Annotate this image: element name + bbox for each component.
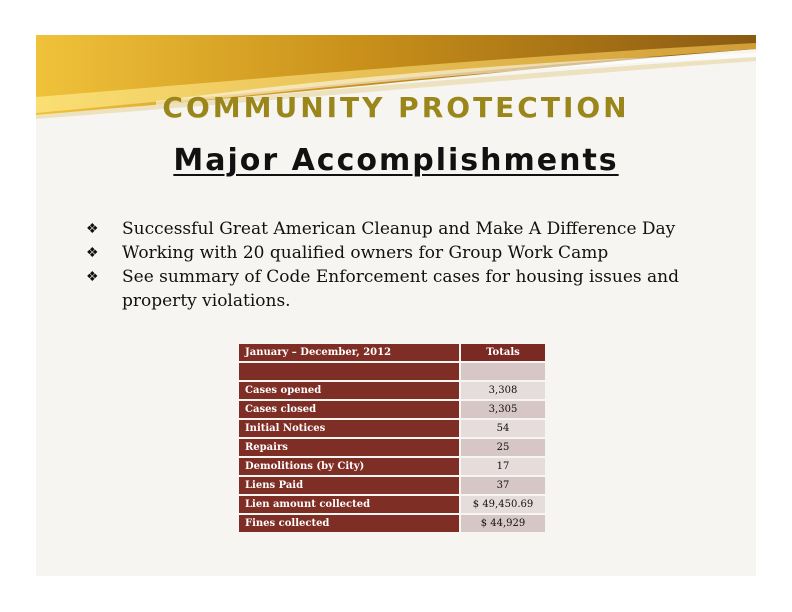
row-label: Lien amount collected [239,496,461,513]
table-header-period: January – December, 2012 [239,344,461,361]
row-value: 25 [461,439,545,456]
row-value: 3,305 [461,401,545,418]
row-value: $ 49,450.69 [461,496,545,513]
row-label: Demolitions (by City) [239,458,461,475]
bullet-text: Working with 20 qualified owners for Group Work Camp [122,243,609,263]
table-row [239,363,545,380]
table-row [239,439,545,456]
list-item [86,265,686,313]
row-value: 54 [461,420,545,437]
table-row [239,458,545,475]
row-label: Cases opened [239,382,461,399]
list-item [86,217,686,241]
row-label: Fines collected [239,515,461,532]
diamond-bullet-icon: ❖ [86,221,99,237]
table-row [239,496,545,513]
row-value: 3,308 [461,382,545,399]
bullet-list [86,217,686,313]
slide [36,35,756,576]
table-row [239,382,545,399]
row-label: Cases closed [239,401,461,418]
section-title: COMMUNITY PROTECTION [162,91,630,124]
diamond-bullet-icon: ❖ [86,269,99,285]
table-row [239,401,545,418]
row-value: $ 44,929 [461,515,545,532]
row-label [239,363,461,380]
diamond-bullet-icon: ❖ [86,245,99,261]
table-row [239,477,545,494]
row-value: 17 [461,458,545,475]
list-item [86,241,686,265]
bullet-text: See summary of Code Enforcement cases for housing issues and property violations. [122,267,679,311]
row-label: Initial Notices [239,420,461,437]
slide-subtitle: Major Accomplishments [173,143,619,178]
row-value [461,363,545,380]
table-row [239,515,545,532]
row-label: Repairs [239,439,461,456]
table-header-row [239,344,545,361]
table-header-totals: Totals [461,344,545,361]
row-label: Liens Paid [239,477,461,494]
code-enforcement-table [239,342,545,534]
table-row [239,420,545,437]
bullet-text: Successful Great American Cleanup and Make A Difference Day [122,219,676,239]
row-value: 37 [461,477,545,494]
